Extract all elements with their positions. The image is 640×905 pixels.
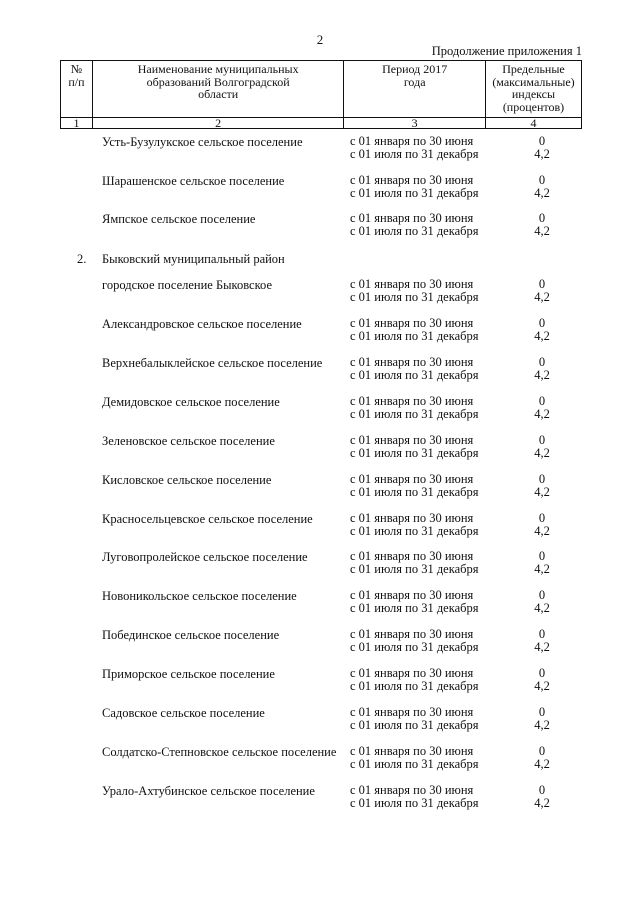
period-first-half: с 01 января по 30 июня <box>350 316 474 330</box>
index-second-half: 4,2 <box>534 717 550 732</box>
index-second-half: 4,2 <box>534 795 550 810</box>
header-num-4: 4 <box>485 118 581 129</box>
index-first-half: 0 <box>538 472 546 486</box>
period-first-half: с 01 января по 30 июня <box>350 355 474 369</box>
period-second-half: с 01 июля по 31 декабря <box>350 639 479 654</box>
header-col-index: Предельные (максимальные) индексы (процентов) <box>485 61 581 118</box>
index-first-half: 0 <box>538 316 546 330</box>
row-name: Ямпское сельское поселение <box>102 212 256 226</box>
row-name: городское поселение Быковское <box>102 278 272 292</box>
row-index <box>520 550 564 575</box>
index-first-half: 0 <box>538 666 546 680</box>
row-name: Александровское сельское поселение <box>102 317 302 331</box>
row-name: Луговопролейское сельское поселение <box>102 550 308 564</box>
index-second-half: 4,2 <box>534 756 550 771</box>
table-row <box>0 667 640 697</box>
period-second-half: с 01 июля по 31 декабря <box>350 484 479 499</box>
page-number: 2 <box>316 32 324 47</box>
period-second-half: с 01 июля по 31 декабря <box>350 185 479 200</box>
table-row <box>0 174 640 204</box>
index-first-half: 0 <box>538 134 546 148</box>
row-index <box>520 395 564 420</box>
row-index <box>520 135 564 160</box>
table-row <box>0 278 640 308</box>
index-second-half: 4,2 <box>534 639 550 654</box>
row-name: Демидовское сельское поселение <box>102 395 280 409</box>
row-index <box>520 434 564 459</box>
row-index <box>520 745 564 770</box>
table-row <box>0 784 640 814</box>
table-row <box>0 135 640 165</box>
row-name: Приморское сельское поселение <box>102 667 275 681</box>
period-second-half: с 01 июля по 31 декабря <box>350 756 479 771</box>
row-name: Урало-Ахтубинское сельское поселение <box>102 784 315 798</box>
table-row <box>0 589 640 619</box>
row-index <box>520 706 564 731</box>
table-row <box>0 628 640 658</box>
index-second-half: 4,2 <box>534 523 550 538</box>
row-index <box>520 317 564 342</box>
row-index <box>520 512 564 537</box>
row-period <box>350 356 479 381</box>
row-name: Новоникольское сельское поселение <box>102 589 297 603</box>
row-name: Побединское сельское поселение <box>102 628 280 642</box>
period-second-half: с 01 июля по 31 декабря <box>350 289 479 304</box>
table-row <box>0 395 640 425</box>
row-period <box>350 317 479 342</box>
period-first-half: с 01 января по 30 июня <box>350 783 474 797</box>
table-row <box>0 473 640 503</box>
row-period <box>350 135 479 160</box>
period-first-half: с 01 января по 30 июня <box>350 511 474 525</box>
index-second-half: 4,2 <box>534 445 550 460</box>
period-first-half: с 01 января по 30 июня <box>350 588 474 602</box>
row-index <box>520 174 564 199</box>
period-first-half: с 01 января по 30 июня <box>350 472 474 486</box>
header-num-1: 1 <box>61 118 93 129</box>
row-name: Солдатско-Степновское сельское поселение <box>102 745 337 759</box>
index-second-half: 4,2 <box>534 561 550 576</box>
period-second-half: с 01 июля по 31 декабря <box>350 146 479 161</box>
period-first-half: с 01 января по 30 июня <box>350 549 474 563</box>
row-period <box>350 628 479 653</box>
row-period <box>350 589 479 614</box>
row-index <box>520 628 564 653</box>
row-name: Красносельцевское сельское поселение <box>102 512 313 526</box>
header-col-period: Период 2017 года <box>344 61 486 118</box>
row-name: Садовское сельское поселение <box>102 706 265 720</box>
continuation-caption: Продолжение приложения 1 <box>431 44 582 58</box>
row-name: Зеленовское сельское поселение <box>102 434 275 448</box>
header-num-3: 3 <box>344 118 486 129</box>
row-period <box>350 512 479 537</box>
index-first-half: 0 <box>538 355 546 369</box>
period-second-half: с 01 июля по 31 декабря <box>350 678 479 693</box>
index-second-half: 4,2 <box>534 328 550 343</box>
period-first-half: с 01 января по 30 июня <box>350 705 474 719</box>
index-first-half: 0 <box>538 744 546 758</box>
row-name: Быковский муниципальный район <box>102 252 285 266</box>
table-header <box>60 60 582 129</box>
row-period <box>350 212 479 237</box>
row-number: 2. <box>77 252 87 266</box>
table-row <box>0 550 640 580</box>
table-row <box>0 434 640 464</box>
row-index <box>520 667 564 692</box>
row-period <box>350 174 479 199</box>
period-second-half: с 01 июля по 31 декабря <box>350 795 479 810</box>
table-row <box>0 317 640 347</box>
index-first-half: 0 <box>538 588 546 602</box>
period-first-half: с 01 января по 30 июня <box>350 277 474 291</box>
row-period <box>350 667 479 692</box>
index-second-half: 4,2 <box>534 484 550 499</box>
row-period <box>350 706 479 731</box>
row-name: Верхнебалыклейское сельское поселение <box>102 356 323 370</box>
period-second-half: с 01 июля по 31 декабря <box>350 523 479 538</box>
index-first-half: 0 <box>538 783 546 797</box>
index-second-half: 4,2 <box>534 678 550 693</box>
table-row <box>0 356 640 386</box>
index-first-half: 0 <box>538 394 546 408</box>
table-row <box>0 745 640 775</box>
period-second-half: с 01 июля по 31 декабря <box>350 445 479 460</box>
row-name: Усть-Бузулукское сельское поселение <box>102 135 303 149</box>
period-first-half: с 01 января по 30 июня <box>350 211 474 225</box>
index-first-half: 0 <box>538 173 546 187</box>
row-index <box>520 473 564 498</box>
index-first-half: 0 <box>538 627 546 641</box>
row-period <box>350 434 479 459</box>
index-second-half: 4,2 <box>534 289 550 304</box>
index-second-half: 4,2 <box>534 367 550 382</box>
row-name: Шарашенское сельское поселение <box>102 174 285 188</box>
period-second-half: с 01 июля по 31 декабря <box>350 367 479 382</box>
row-index <box>520 589 564 614</box>
table-row <box>0 212 640 242</box>
index-first-half: 0 <box>538 549 546 563</box>
index-first-half: 0 <box>538 433 546 447</box>
period-second-half: с 01 июля по 31 декабря <box>350 328 479 343</box>
index-second-half: 4,2 <box>534 185 550 200</box>
period-first-half: с 01 января по 30 июня <box>350 666 474 680</box>
row-index <box>520 212 564 237</box>
row-period <box>350 784 479 809</box>
period-second-half: с 01 июля по 31 декабря <box>350 600 479 615</box>
period-first-half: с 01 января по 30 июня <box>350 173 474 187</box>
header-col-name: Наименование муниципальных образований Волгоградской области <box>92 61 343 118</box>
row-period <box>350 473 479 498</box>
row-period <box>350 550 479 575</box>
table-row <box>0 706 640 736</box>
index-second-half: 4,2 <box>534 406 550 421</box>
index-second-half: 4,2 <box>534 600 550 615</box>
index-second-half: 4,2 <box>534 223 550 238</box>
row-period <box>350 745 479 770</box>
period-first-half: с 01 января по 30 июня <box>350 627 474 641</box>
index-first-half: 0 <box>538 705 546 719</box>
period-first-half: с 01 января по 30 июня <box>350 744 474 758</box>
header-num-2: 2 <box>92 118 343 129</box>
row-period <box>350 278 479 303</box>
row-name: Кисловское сельское поселение <box>102 473 272 487</box>
row-index <box>520 356 564 381</box>
row-index <box>520 784 564 809</box>
period-second-half: с 01 июля по 31 декабря <box>350 717 479 732</box>
index-first-half: 0 <box>538 511 546 525</box>
index-first-half: 0 <box>538 277 546 291</box>
period-first-half: с 01 января по 30 июня <box>350 394 474 408</box>
period-second-half: с 01 июля по 31 декабря <box>350 561 479 576</box>
period-first-half: с 01 января по 30 июня <box>350 134 474 148</box>
row-period <box>350 395 479 420</box>
index-first-half: 0 <box>538 211 546 225</box>
row-index <box>520 278 564 303</box>
table-row <box>0 512 640 542</box>
period-second-half: с 01 июля по 31 декабря <box>350 406 479 421</box>
period-first-half: с 01 января по 30 июня <box>350 433 474 447</box>
header-col-number: № п/п <box>61 61 93 118</box>
period-second-half: с 01 июля по 31 декабря <box>350 223 479 238</box>
index-second-half: 4,2 <box>534 146 550 161</box>
